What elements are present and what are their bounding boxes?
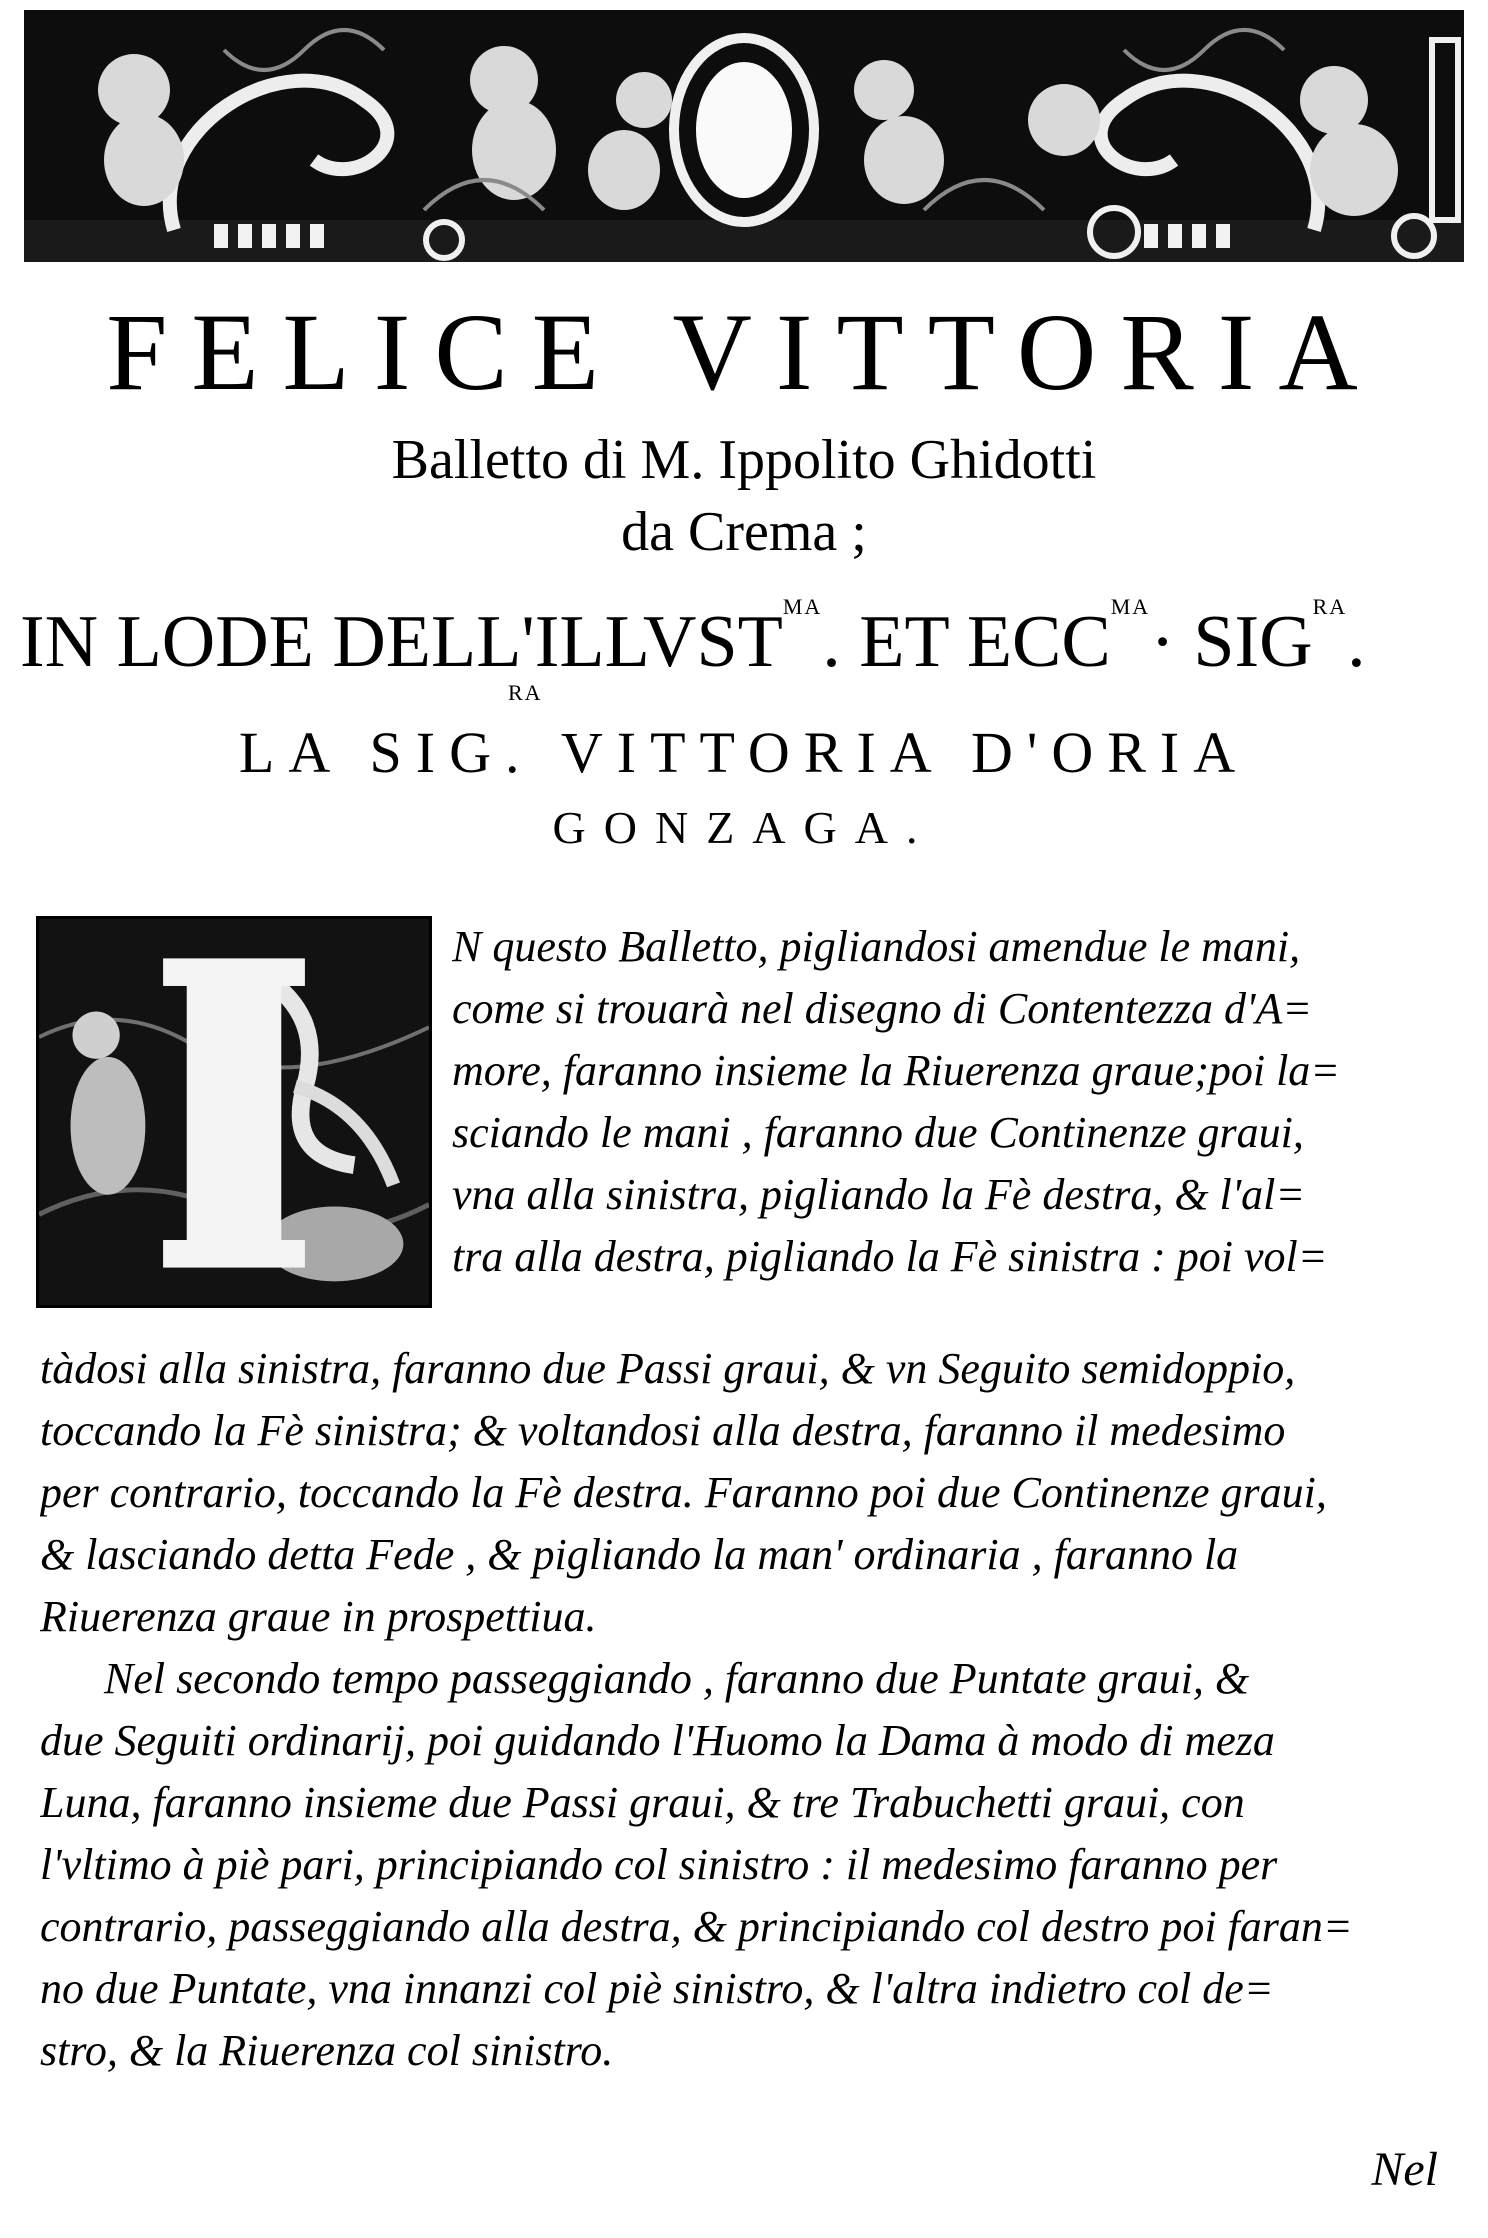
dedication-line-3: GONZAGA. [552, 802, 936, 853]
text-line: tàdosi alla sinistra, faranno due Passi graui, & vn Seguito semidoppio, [40, 1344, 1296, 1393]
text-line: Riuerenza graue in prospettiua. [40, 1592, 597, 1641]
dedication-text-c: · SIG [1150, 601, 1313, 683]
text-line: & lasciando detta Fede , & pigliando la man' ordinaria , faranno la [40, 1530, 1239, 1579]
text-line: l'vltimo à piè pari, principiando col sinistro : il medesimo faranno per [40, 1840, 1278, 1889]
text-line: due Seguiti ordinarij, poi guidando l'Huomo la Dama à modo di meza [40, 1716, 1275, 1765]
text-line: no due Puntate, vna innanzi col piè sinistro, & l'altra indietro col de= [40, 1964, 1274, 2013]
dedication-line-1 [20, 594, 1470, 701]
text-line: toccando la Fè sinistra; & voltandosi alla destra, faranno il medesimo [40, 1406, 1286, 1455]
text-line: vna alla sinistra, pigliando la Fè destra, & l'al= [452, 1170, 1306, 1219]
body-text [40, 1338, 1464, 2082]
dedication-text-a: IN LODE DELL'ILLVST [20, 601, 783, 683]
text-line: more, faranno insieme la Riuerenza graue;poi la= [452, 1046, 1340, 1095]
dedication-text-b: . ET ECC [822, 601, 1111, 683]
text-line: per contrario, toccando la Fè destra. Faranno poi due Continenze graui, [40, 1468, 1327, 1517]
text-line: come si trouarà nel disegno di Contentezza d'A= [452, 984, 1312, 1033]
dedication-line-2: LA SIG. VITTORIA D'ORIA [238, 720, 1250, 785]
text-line: tra alla destra, pigliando la Fè sinistra : poi vol= [452, 1232, 1328, 1281]
page-title: FELICE VITTORIA [106, 291, 1382, 413]
superscript-ma-1: MA [782, 594, 823, 619]
subtitle-origin: da Crema ; [621, 501, 867, 563]
woodcut-initial-I-icon [36, 916, 432, 1308]
text-line: stro, & la Riuerenza col sinistro. [40, 2026, 614, 2075]
dedication-text-d: . [1347, 601, 1366, 683]
text-line: N questo Balletto, pigliandosi amendue le mani, [452, 922, 1301, 971]
superscript-ra-1: RA [1312, 594, 1348, 619]
text-line: contrario, passeggiando alla destra, & principiando col destro poi faran= [40, 1902, 1353, 1951]
catchword: Nel [1371, 2143, 1438, 2196]
superscript-ma-2: MA [1110, 594, 1151, 619]
text-line: Luna, faranno insieme due Passi graui, & tre Trabuchetti graui, con [40, 1778, 1245, 1827]
woodcut-banner-icon [24, 10, 1464, 262]
text-line: sciando le mani , faranno due Continenze graui, [452, 1108, 1304, 1157]
text-line: Nel secondo tempo passeggiando , faranno due Puntate graui, & [104, 1654, 1250, 1703]
subtitle-author: Balletto di M. Ippolito Ghidotti [391, 429, 1097, 491]
superscript-ra-2: RA [508, 680, 543, 705]
paragraph-1-wrapped [452, 916, 1464, 1288]
